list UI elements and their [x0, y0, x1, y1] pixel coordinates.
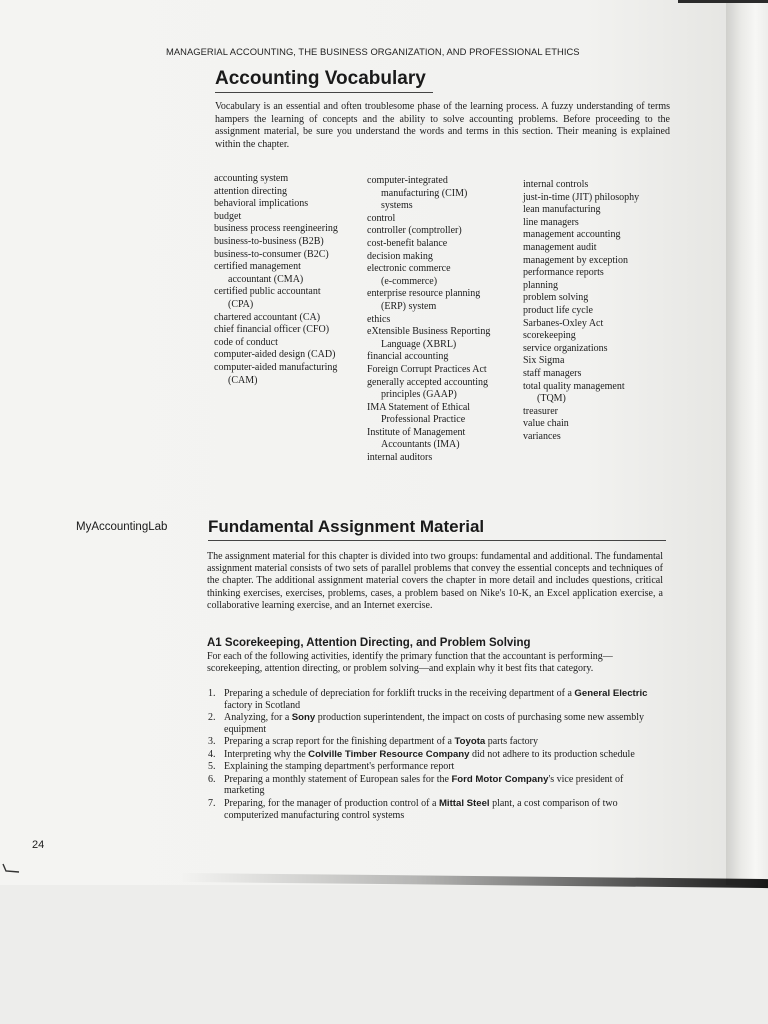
a1-activity-text: Preparing, for the manager of production control of a — [224, 797, 439, 809]
vocabulary-term — [523, 368, 639, 381]
a1-activity-text: Analyzing, for a — [224, 712, 292, 724]
vocabulary-term-text: business-to-consumer (B2C) — [214, 248, 329, 260]
vocabulary-term — [523, 192, 639, 205]
vocabulary-term-text: eXtensible Business Reporting — [367, 326, 491, 338]
vocabulary-term-continuation: (CPA) — [228, 298, 254, 310]
vocabulary-intro: Vocabulary is an essential and often troublesome phase of the learning process. A fuzzy understanding of terms hampers the learning of concepts and the ability to solve accounting problems. Before proceeding to the assignment material, be sure you understand the words and terms in this section. Their meaning is explained within the chapter. — [215, 101, 670, 150]
vocabulary-term — [367, 251, 490, 264]
vocabulary-term-text: total quality management — [523, 380, 625, 392]
vocabulary-term-text: budget — [214, 210, 242, 222]
vocabulary-column-2 — [367, 175, 490, 465]
vocabulary-term — [523, 292, 639, 305]
a1-activity-company: Colville Timber Resource Company — [308, 748, 470, 760]
a1-activity-text: Preparing a scrap report for the finishing department of a — [224, 736, 455, 748]
a1-activity-company: Mittal Steel — [438, 797, 490, 809]
vocabulary-term-text: line managers — [523, 216, 579, 228]
a1-activity-text: Preparing a monthly statement of European sales for the — [224, 773, 452, 785]
vocabulary-term-text: cost-benefit balance — [367, 237, 448, 249]
vocabulary-term-text: problem solving — [523, 292, 589, 304]
vocabulary-term-text: ethics — [367, 313, 391, 325]
vocabulary-term-text: management by exception — [523, 254, 628, 266]
a1-heading: A1 Scorekeeping, Attention Directing, and Problem Solving — [207, 637, 531, 649]
a1-activity-company: Sony — [291, 712, 316, 724]
a1-activity-item — [204, 749, 660, 761]
vocabulary-term — [523, 305, 639, 318]
a1-activity-number: 4. — [208, 748, 216, 760]
vocabulary-term — [523, 255, 639, 268]
a1-activity-text-end: factory in Scotland — [224, 699, 301, 711]
vocabulary-term — [523, 204, 639, 217]
vocabulary-term — [523, 381, 639, 406]
a1-activity-text-end: 's vice president of marketing — [224, 773, 624, 797]
vocabulary-term-continuation: (CAM) — [228, 374, 258, 386]
vocabulary-term-text: electronic commerce — [367, 263, 451, 275]
vocabulary-term — [523, 318, 639, 331]
vocabulary-term-text: internal auditors — [367, 452, 433, 464]
vocabulary-term — [367, 213, 490, 226]
vocabulary-column-3 — [523, 179, 639, 443]
a1-activity-number: 3. — [208, 736, 216, 748]
assignment-heading-rule — [208, 540, 666, 541]
vocabulary-term — [214, 249, 338, 262]
vocabulary-term-text: management audit — [523, 241, 597, 253]
vocabulary-term-continuation: Language (XBRL) — [381, 338, 457, 350]
running-head: MANAGERIAL ACCOUNTING, THE BUSINESS ORGANIZATION, AND PROFESSIONAL ETHICS — [166, 46, 580, 57]
vocabulary-term — [523, 242, 639, 255]
vocabulary-term — [367, 263, 490, 288]
vocabulary-term-text: certified management — [214, 261, 301, 273]
vocabulary-term-text: lean manufacturing — [523, 204, 601, 216]
a1-activity-company: General Electric — [574, 688, 648, 699]
vocabulary-term-text: code of conduct — [214, 336, 278, 348]
vocabulary-term — [523, 431, 639, 444]
vocabulary-term — [214, 186, 338, 199]
a1-activity-text: Interpreting why the — [224, 748, 309, 760]
vocabulary-term — [523, 355, 639, 368]
vocabulary-term — [214, 286, 338, 311]
vocabulary-term — [367, 402, 490, 427]
vocabulary-term-text: value chain — [523, 418, 569, 430]
a1-activity-item — [204, 774, 660, 798]
vocabulary-term — [214, 198, 338, 211]
vocabulary-term — [523, 179, 639, 192]
a1-activity-number: 2. — [208, 712, 216, 724]
vocabulary-term — [214, 312, 338, 325]
vocabulary-term-text: Institute of Management — [367, 426, 466, 438]
vocabulary-term — [214, 337, 338, 350]
vocabulary-term-text: accounting system — [214, 173, 289, 184]
vocabulary-term — [523, 229, 639, 242]
vocabulary-term-text: business-to-business (B2B) — [214, 235, 324, 247]
vocabulary-term-continuation: manufacturing (CIM) — [381, 187, 468, 199]
vocabulary-term — [367, 452, 490, 465]
a1-instructions: For each of the following activities, identify the primary function that the accountant is performing—scorekeeping, attention directing, or problem solving—and explain why it best fits that category. — [207, 651, 613, 674]
a1-activity-item — [204, 688, 660, 712]
a1-activity-list — [204, 688, 660, 822]
vocabulary-term — [214, 349, 338, 362]
vocabulary-term — [367, 326, 490, 351]
a1-activity-item — [204, 761, 660, 773]
vocabulary-term-text: decision making — [367, 250, 433, 262]
vocabulary-term-text: computer-integrated — [367, 175, 448, 186]
vocabulary-term-text: financial accounting — [367, 351, 449, 363]
vocabulary-term — [367, 427, 490, 452]
a1-activity-item — [204, 798, 660, 822]
vocabulary-term-text: computer-aided manufacturing — [214, 361, 338, 373]
vocabulary-term — [523, 217, 639, 230]
vocabulary-term — [214, 223, 338, 236]
page-edge-line — [678, 0, 768, 3]
vocabulary-column-1 — [214, 173, 338, 387]
a1-activity-text-end: parts factory — [485, 736, 538, 748]
vocabulary-term — [523, 330, 639, 343]
vocabulary-term-text: management accounting — [523, 229, 621, 241]
vocabulary-term-continuation: principles (GAAP) — [381, 389, 457, 401]
a1-activity-company: Ford Motor Company — [451, 773, 549, 785]
vocabulary-term-text: just-in-time (JIT) philosophy — [523, 191, 640, 203]
vocabulary-term-text: product life cycle — [523, 304, 593, 316]
vocabulary-term-text: performance reports — [523, 267, 604, 279]
next-page-area — [0, 885, 768, 1024]
vocabulary-heading: Accounting Vocabulary — [215, 68, 426, 89]
vocabulary-term-text: certified public accountant — [214, 286, 321, 298]
a1-activity-company: Toyota — [454, 736, 486, 748]
vocabulary-term — [214, 236, 338, 249]
vocabulary-term-text: scorekeeping — [523, 330, 576, 342]
vocabulary-term — [367, 288, 490, 313]
book-binding — [726, 0, 768, 1024]
a1-activity-number: 1. — [208, 688, 216, 699]
a1-activity-number: 6. — [208, 773, 216, 785]
vocabulary-term-text: behavioral implications — [214, 198, 309, 210]
a1-activity-item — [204, 736, 660, 748]
vocabulary-term-text: treasurer — [523, 405, 558, 417]
vocabulary-term-text: Sarbanes-Oxley Act — [523, 317, 604, 329]
page-number: 24 — [32, 839, 45, 851]
a1-activity-item — [204, 712, 660, 736]
vocabulary-term-text: generally accepted accounting — [367, 376, 489, 388]
vocabulary-term-text: Six Sigma — [523, 355, 565, 367]
assignment-heading: Fundamental Assignment Material — [208, 517, 485, 536]
vocabulary-term-continuation: accountant (CMA) — [228, 273, 304, 285]
a1-activity-text: Explaining the stamping department's performance report — [224, 761, 455, 773]
vocabulary-term-continuation: (e-commerce) — [381, 275, 438, 287]
vocabulary-term — [367, 225, 490, 238]
vocabulary-term — [214, 211, 338, 224]
myaccountinglab-label: MyAccountingLab — [76, 521, 168, 533]
vocabulary-term — [523, 343, 639, 356]
vocabulary-term-text: service organizations — [523, 342, 608, 354]
vocabulary-term-text: attention directing — [214, 185, 288, 197]
vocabulary-term — [367, 351, 490, 364]
vocabulary-term-continuation: Professional Practice — [381, 414, 466, 426]
vocabulary-term-text: Foreign Corrupt Practices Act — [367, 363, 487, 375]
vocabulary-term-text: staff managers — [523, 367, 582, 379]
vocabulary-term — [367, 364, 490, 377]
vocabulary-term-continuation: (ERP) system — [381, 300, 437, 312]
vocabulary-term-text: chartered accountant (CA) — [214, 311, 321, 323]
a1-activity-number: 5. — [208, 761, 216, 773]
vocabulary-term-text: business process reengineering — [214, 223, 338, 235]
vocabulary-term — [367, 175, 490, 213]
vocabulary-term — [214, 261, 338, 286]
vocabulary-term-continuation: systems — [381, 200, 413, 212]
vocabulary-term — [214, 324, 338, 337]
vocabulary-term-text: IMA Statement of Ethical — [367, 401, 471, 413]
page-corner-mark — [2, 863, 20, 873]
vocabulary-term-continuation: (TQM) — [537, 393, 566, 405]
vocabulary-term — [523, 267, 639, 280]
vocabulary-term-text: internal controls — [523, 179, 589, 190]
vocabulary-term-text: enterprise resource planning — [367, 288, 481, 300]
vocabulary-term-text: chief financial officer (CFO) — [214, 324, 330, 336]
a1-activity-text-end: did not adhere to its production schedule — [469, 748, 635, 760]
vocabulary-term-text: computer-aided design (CAD) — [214, 349, 336, 361]
vocabulary-term-continuation: Accountants (IMA) — [381, 439, 460, 451]
a1-activity-text-end: plant, a cost comparison of two computerized manufacturing control systems — [224, 797, 618, 821]
assignment-intro: The assignment material for this chapter is divided into two groups: fundamental and additional. The fundamental assignment material consists of two sets of parallel problems that convey the essential concepts and techniques of the chapter. The additional assignment material covers the chapter in more detail and includes questions, critical thinking exercises, exercises, problems, cases, a problem based on Nike's 10-K, an Excel application exercise, a collaborative learning exercise, and an Internet exercise. — [207, 551, 663, 611]
vocabulary-term — [523, 280, 639, 293]
vocabulary-term — [523, 406, 639, 419]
vocabulary-term — [214, 173, 338, 186]
vocabulary-term — [523, 418, 639, 431]
a1-activity-text-end: production superintendent, the impact on costs of purchasing some new assembly equipment — [224, 712, 645, 735]
vocabulary-term — [367, 314, 490, 327]
vocabulary-term — [367, 377, 490, 402]
vocabulary-heading-rule — [215, 92, 433, 93]
vocabulary-term — [214, 362, 338, 387]
a1-activity-number: 7. — [208, 797, 216, 809]
vocabulary-term-text: controller (comptroller) — [367, 225, 462, 237]
vocabulary-term — [367, 238, 490, 251]
vocabulary-term-text: variances — [523, 430, 561, 442]
a1-activity-text: Preparing a schedule of depreciation for forklift trucks in the receiving department of a — [224, 688, 575, 699]
vocabulary-term-text: control — [367, 212, 396, 224]
vocabulary-term-text: planning — [523, 279, 558, 291]
